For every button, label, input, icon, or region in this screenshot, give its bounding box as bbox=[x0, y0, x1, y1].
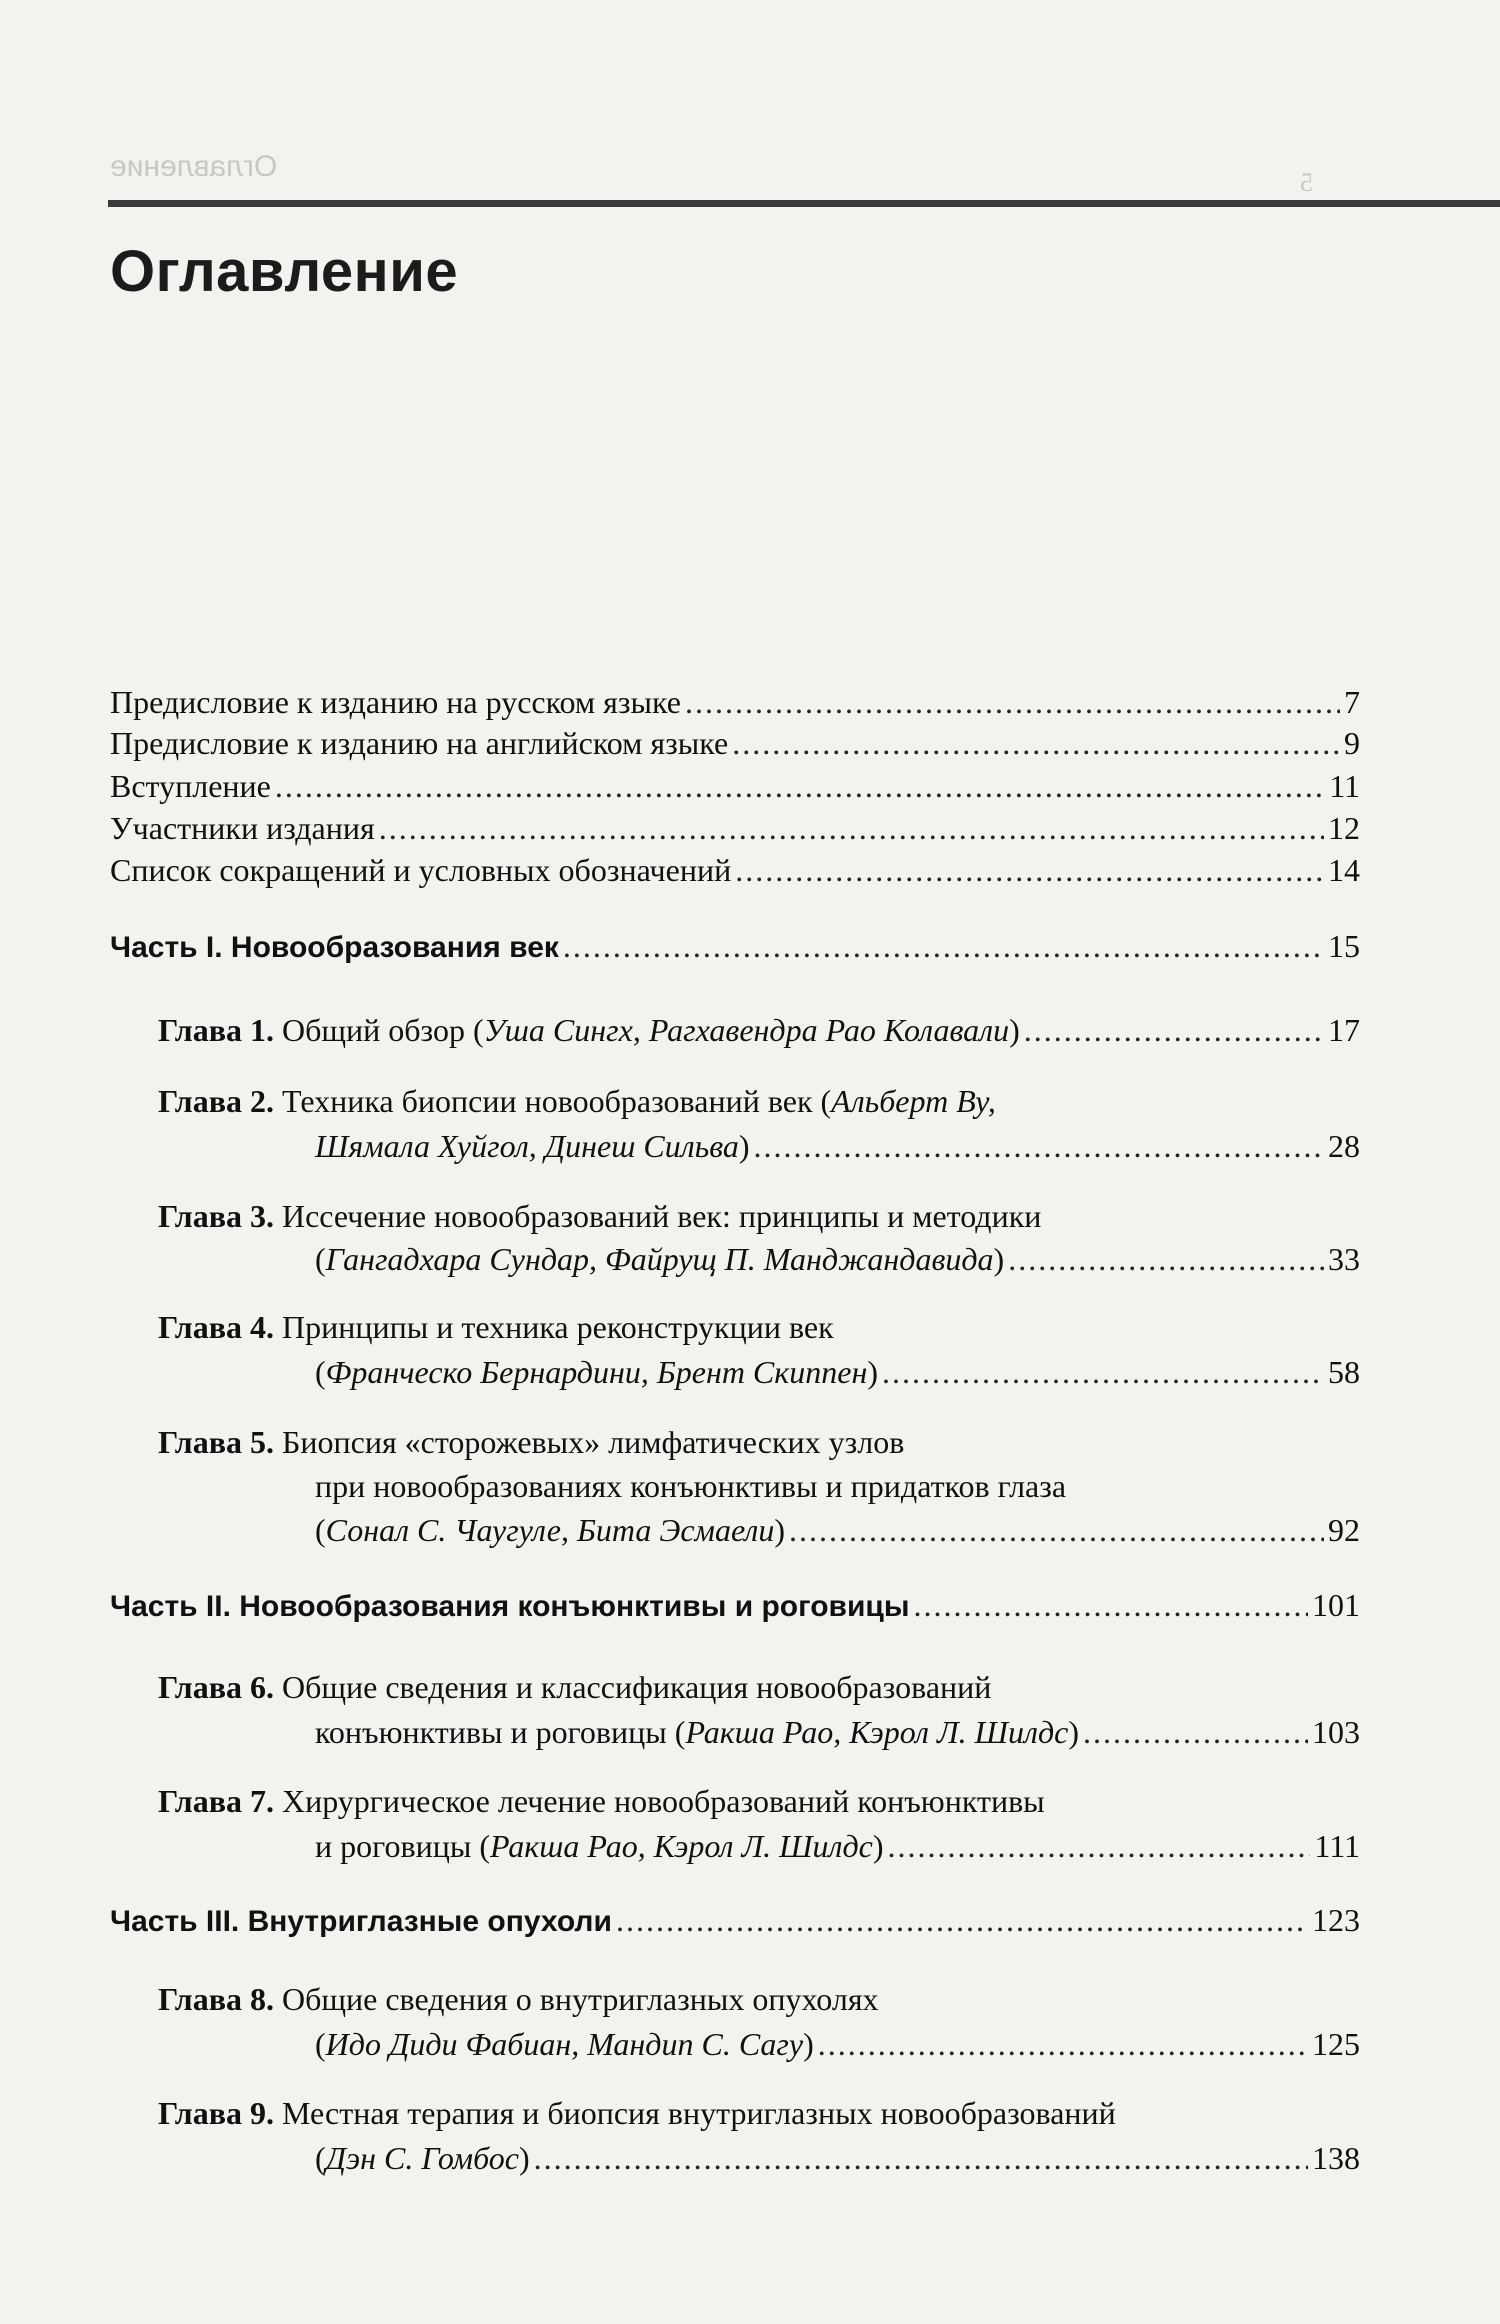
toc-chapter: Глава 3. Иссечение новообразований век: принципы и методики bbox=[158, 1198, 1042, 1234]
toc-chapter-cont: при новообразованиях конъюнктивы и придатков глаза bbox=[315, 1468, 1067, 1504]
toc-chapter-cont: (Идо Диди Фабиан, Мандип С. Сагу) ..... 125 bbox=[315, 2028, 1360, 2060]
toc-entry: Предисловие к изданию на английском языке ..... 9 bbox=[110, 727, 1360, 759]
toc-chapter-cont: Шямала Хуйгол, Динеш Сильва) ..... 28 bbox=[315, 1130, 1360, 1162]
show-through-text: Оглавление bbox=[110, 150, 278, 183]
toc-part: Часть II. Новообразования конъюнктивы и роговицы ..... 101 bbox=[110, 1589, 1360, 1622]
toc-chapter: Глава 4. Принципы и техника реконструкции век bbox=[158, 1309, 834, 1345]
toc-chapter: Глава 2. Техника биопсии новообразований век (Альберт Ву, bbox=[158, 1083, 996, 1119]
toc-chapter: Глава 8. Общие сведения о внутриглазных опухолях bbox=[158, 1981, 879, 2017]
toc-chapter-cont: (Дэн С. Гомбос) ..... 138 bbox=[315, 2142, 1360, 2174]
header-page-number: 5 bbox=[1300, 168, 1313, 197]
toc-chapter-cont: (Сонал С. Чаугуле, Бита Эсмаели) ..... 92 bbox=[315, 1514, 1360, 1546]
toc-chapter: Глава 5. Биопсия «сторожевых» лимфатических узлов bbox=[158, 1424, 905, 1460]
toc-chapter-cont: (Франческо Бернардини, Брент Скиппен) ..... 58 bbox=[315, 1356, 1360, 1388]
toc-chapter: Глава 6. Общие сведения и классификация новообразований bbox=[158, 1669, 992, 1705]
toc-chapter-cont: и роговицы (Ракша Рао, Кэрол Л. Шилдс) ..... 111 bbox=[315, 1830, 1360, 1862]
toc-chapter-cont: (Гангадхара Сундар, Файрущ П. Манджандавида) ..... 33 bbox=[315, 1243, 1360, 1275]
toc-entry: Предисловие к изданию на русском языке ..... 7 bbox=[110, 686, 1360, 718]
toc-entry: Список сокращений и условных обозначений ..... 14 bbox=[110, 854, 1360, 886]
page-title: Оглавление bbox=[110, 239, 459, 304]
toc-entry: Участники издания ..... 12 bbox=[110, 812, 1360, 844]
toc-chapter-cont: конъюнктивы и роговицы (Ракша Рао, Кэрол Л. Шилдс) ..... 103 bbox=[315, 1716, 1360, 1748]
toc-part: Часть III. Внутриглазные опухоли ..... 123 bbox=[110, 1904, 1360, 1937]
toc-chapter: Глава 9. Местная терапия и биопсия внутриглазных новообразований bbox=[158, 2095, 1116, 2131]
toc-entry: Вступление ..... 11 bbox=[110, 770, 1360, 802]
toc-chapter: Глава 7. Хирургическое лечение новообразований конъюнктивы bbox=[158, 1783, 1045, 1819]
toc-part: Часть I. Новообразования век ..... 15 bbox=[110, 930, 1360, 963]
toc-chapter: Глава 1. Общий обзор (Уша Сингх, Рагхавендра Рао Колавали) ..... 17 bbox=[158, 1014, 1360, 1046]
header-rule bbox=[108, 200, 1500, 207]
